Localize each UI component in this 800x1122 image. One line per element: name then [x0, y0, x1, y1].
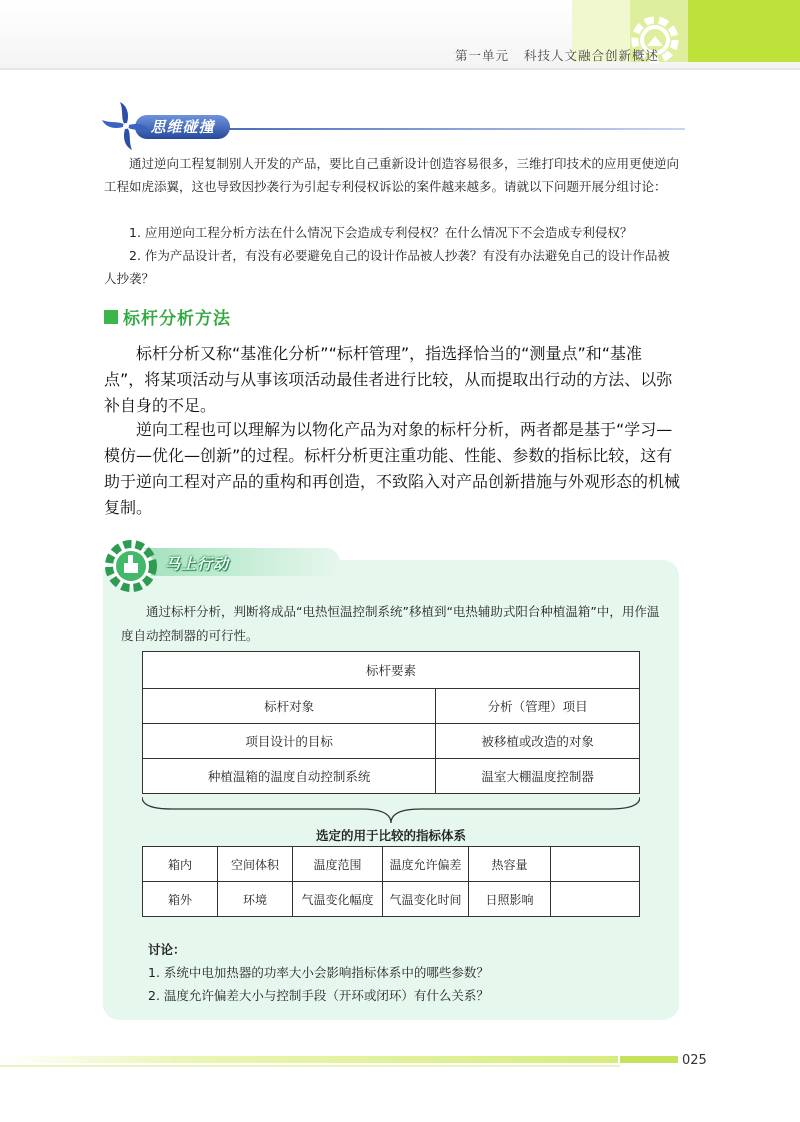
unit-title: 科技人文融合创新概述: [523, 48, 659, 63]
think-paragraph: 通过逆向工程复制别人开发的产品，要比自己重新设计创造容易很多，三维打印技术的应用更使逆向工程如虎添翼，这也导致因抄袭行为引起专利侵权诉讼的案件越来越多。请就以下问题开展分组讨论：: [104, 156, 680, 194]
section-title: 标杆分析方法: [123, 309, 231, 329]
benchmark-table: [142, 651, 640, 794]
table-cell: 标杆对象: [143, 689, 436, 724]
curly-brace: [142, 795, 640, 825]
running-header: [455, 46, 659, 64]
table-cell: 热容量: [469, 847, 551, 882]
think-question: 2. 作为产品设计者，有没有必要避免自己的设计作品被人抄袭？有没有办法避免自己的设计作品被人抄袭？: [104, 248, 670, 286]
table-cell: 温度范围: [293, 847, 383, 882]
index-caption: 选定的用于比较的指标体系: [315, 828, 466, 843]
benchmark-table-header: 标杆要素: [143, 652, 640, 689]
table-cell: 箱外: [143, 882, 218, 917]
table-cell: 日照影响: [469, 882, 551, 917]
table-cell: 环境: [218, 882, 293, 917]
footer-bar: [0, 1056, 618, 1063]
body-paragraph: 逆向工程也可以理解为以物化产品为对象的标杆分析，两者都是基于“学习—模仿—优化—创新”的过程。标杆分析更注重功能、性能、参数的指标比较，这有助于逆向工程对产品的重构和再创造，不致陷入对产品创新措施与外观形态的机械复制。: [104, 420, 681, 517]
table-cell: 分析（管理）项目: [436, 689, 640, 724]
table-cell: 箱内: [143, 847, 218, 882]
think-badge: 思维碰撞: [135, 115, 230, 139]
header-deco-block: [688, 0, 800, 62]
pinwheel-icon: [100, 100, 152, 152]
gear-hand-icon: [100, 535, 162, 597]
think-question: 1. 应用逆向工程分析方法在什么情况下会造成专利侵权？在什么情况下不会造成专利侵权？: [129, 225, 633, 240]
table-cell: 温室大棚温度控制器: [436, 759, 640, 794]
table-cell: 被移植或改造的对象: [436, 724, 640, 759]
action-intro: 通过标杆分析，判断将成品“电热恒温控制系统”移植到“电热辅助式阳台种植温箱”中，用作温度自动控制器的可行性。: [121, 604, 660, 643]
table-cell: [551, 882, 640, 917]
table-cell: 空间体积: [218, 847, 293, 882]
discussion-label: 讨论：: [148, 942, 186, 957]
table-cell: 气温变化幅度: [293, 882, 383, 917]
footer-bar: [620, 1056, 678, 1063]
think-banner-line: [165, 128, 685, 130]
table-cell: 项目设计的目标: [143, 724, 436, 759]
table-cell: [551, 847, 640, 882]
table-cell: 种植温箱的温度自动控制系统: [143, 759, 436, 794]
index-table: [142, 846, 640, 917]
table-cell: 气温变化时间: [383, 882, 469, 917]
section-marker: [104, 310, 118, 324]
unit-label: 第一单元: [455, 48, 510, 63]
action-title: 马上行动: [165, 555, 230, 573]
table-cell: 温度允许偏差: [383, 847, 469, 882]
discussion-item: 1. 系统中电加热器的功率大小会影响指标体系中的哪些参数？: [148, 965, 489, 980]
footer-bar: [0, 1065, 620, 1067]
page-number: 025: [682, 1053, 707, 1068]
header-divider: [0, 68, 800, 70]
body-paragraph: 标杆分析又称“基准化分析”“标杆管理”，指选择恰当的“测量点”和“基准点”，将某项活动与从事该项活动最佳者进行比较，从而提取出行动的方法、以弥补自身的不足。: [104, 344, 673, 415]
discussion-item: 2. 温度允许偏差大小与控制手段（开环或闭环）有什么关系？: [148, 988, 489, 1003]
